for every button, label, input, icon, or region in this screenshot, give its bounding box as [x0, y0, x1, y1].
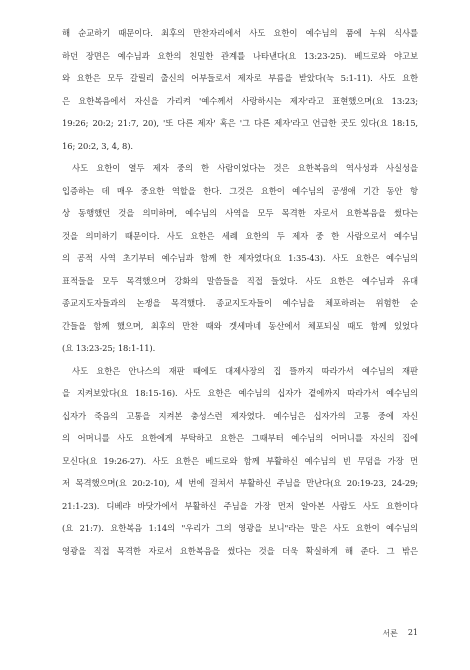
text-line: (요 21:7). 요한복음 1:14의 "우리가 그의 영광을 보니"라는 말은 사도 요한이 예수님의	[62, 523, 418, 533]
text-line: 을 지켜보았다(요 18:15-16). 사도 요한은 예수님의 십자가 곁에까지 따라가서 예수님의	[62, 388, 418, 398]
text-line: 와 요한은 모두 갈릴리 출신의 어부들로서 제자로 부름을 받았다(눅 5:1-11). 사도 요한	[62, 73, 418, 83]
text-line: 영광을 직접 목격한 자로서 요한복음을 썼다는 것을 더욱 확실하게 해 준다. 그 밖은	[62, 545, 418, 556]
text-line: 입증하는 데 매우 중요한 역할을 한다. 그것은 요한이 예수님의 공생애 기간 동안 항	[62, 185, 418, 196]
text-line: 모신다(요 19:26-27). 사도 요한은 베드로와 함께 부활하신 예수님의 빈 무덤을 가장 먼	[62, 455, 418, 466]
text-line: 16; 20:2, 3, 4, 8).	[62, 140, 133, 151]
page-number: 21	[407, 628, 418, 637]
paragraph-3	[62, 360, 418, 563]
text-line: 저 목격했으며(요 20:2-10), 세 번에 걸쳐서 부활하신 주님을 만난다(요 20:19-23, 24-29;	[62, 478, 418, 488]
page-body	[62, 22, 418, 592]
text-line: 의 공적 사역 초기부터 예수님과 함께 한 제자였다(요 1:35-43). 사도 요한은 예수님의	[62, 253, 418, 263]
running-footer-section: 서론	[382, 629, 398, 638]
text-line: 십자가 죽음의 고통을 지켜본 충성스런 제자였다. 예수님은 십자가의 고통 중에 자신	[62, 410, 418, 421]
text-line: 것을 의미하기 때문이다. 사도 요한은 세례 요한의 두 제자 중 한 사람으로서 예수님	[62, 230, 418, 241]
paragraph-1	[62, 22, 418, 157]
text-line: 은 요한복음에서 자신을 가리켜 '예수께서 사랑하시는 제자'라고 표현했으며(요 13:23;	[62, 95, 418, 106]
text-line: 간들을 함께 했으며, 최후의 만찬 때와 겟세마네 동산에서 체포되실 때도 함께 있었다	[62, 320, 418, 331]
text-line: 19:26; 20:2; 21:7, 20), '또 다른 제자' 혹은 '그 다른 제자'라고 언급한 곳도 있다(요 18:15,	[62, 118, 418, 128]
text-line: 해 순교하기 때문이다. 최후의 만찬자리에서 사도 요한이 예수님의 품에 누워 식사를	[62, 28, 418, 38]
text-line: 사도 요한이 열두 제자 중의 한 사람이었다는 것은 요한복음의 역사성과 사실성을	[72, 163, 418, 173]
paragraph-2	[62, 157, 418, 360]
text-line: 표적들을 모두 목격했으며 강화의 말씀들을 직접 들었다. 사도 요한은 예수님과 유대	[62, 275, 418, 286]
text-line: 의 어머니를 사도 요한에게 부탁하고 요한은 그때부터 예수님의 어머니를 자신의 집에	[62, 433, 418, 443]
text-line: 종교지도자들과의 논쟁을 목격했다. 종교지도자들이 예수님을 체포하려는 위험한 순	[62, 298, 418, 308]
text-line: 상 동행했던 것을 의미하며, 예수님의 사역을 모두 목격한 자로서 요한복음을 썼다는	[62, 208, 418, 218]
text-line: 사도 요한은 안나스의 재판 때에도 대제사장의 집 뜰까지 따라가서 예수님의 재판	[72, 365, 418, 376]
text-line: 하던 장면은 예수님과 요한의 친밀한 관계를 나타낸다(요 13:23-25). 베드로와 야고보	[62, 50, 418, 61]
text-line: (요 13:23-25; 18:1-11).	[62, 343, 156, 353]
page-footer	[382, 628, 418, 639]
text-line: 21:1-23). 디베랴 바닷가에서 부활하신 주님을 가장 먼저 알아본 사람도 사도 요한이다	[62, 500, 418, 511]
